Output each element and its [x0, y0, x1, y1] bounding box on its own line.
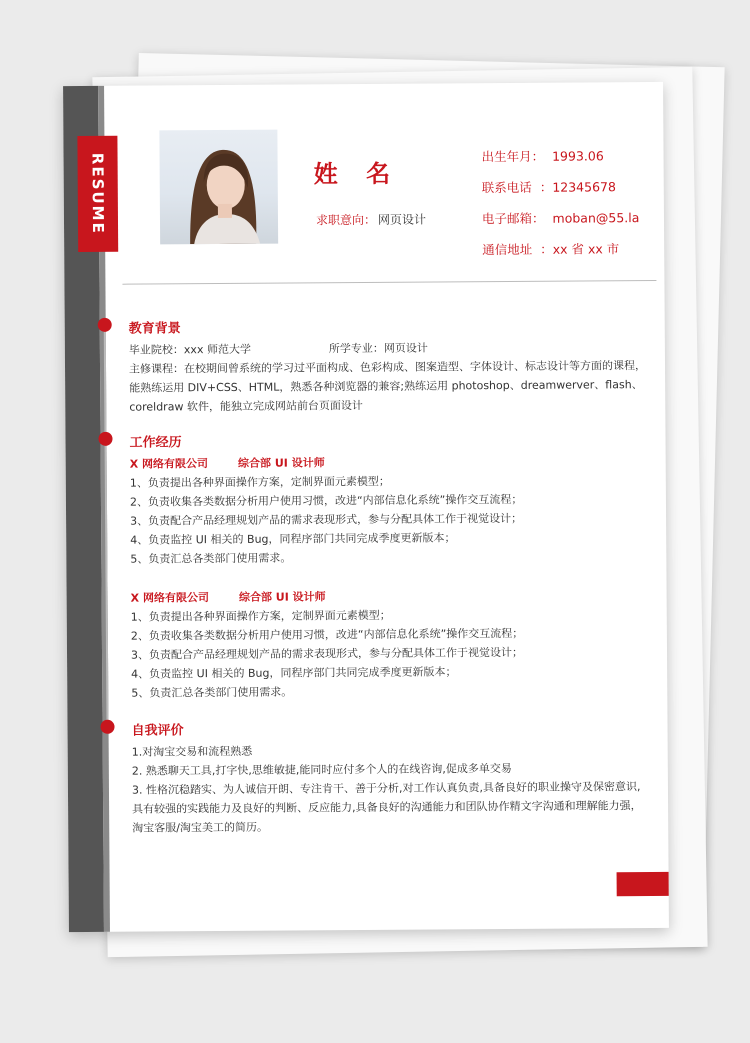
education-major: 所学专业：网页设计 [328, 341, 428, 356]
self-eval-section [131, 716, 652, 838]
education-section [129, 314, 650, 417]
info-row-address [482, 233, 640, 265]
job-company: X 网络有限公司 [130, 591, 209, 605]
info-row-email [482, 202, 640, 234]
job-intent-label: 求职意向： [315, 212, 377, 228]
self-eval-line: 具有较强的实践能力及良好的判断、反应能力,具备良好的沟通能力和团队协作精文字沟通和理解能力强， [132, 799, 642, 816]
corner-accent-block [617, 872, 669, 896]
job-dept: 综合部 UI 设计师 [238, 590, 326, 604]
header-divider [122, 280, 656, 285]
job-duty: 3、负责配合产品经理规划产品的需求表现形式，参与分配具体工作于视觉设计； [130, 645, 524, 662]
job-duty: 1、负责提出各种界面操作方案，定制界面元素模型； [130, 608, 391, 624]
info-value: ：xx 省 xx 市 [540, 241, 620, 257]
job-duty: 2、负责收集各类数据分析用户使用习惯，改进“内部信息化系统”操作交互流程； [130, 626, 524, 643]
info-value: 1993.06 [552, 148, 604, 164]
resume-tab [77, 136, 118, 252]
education-marker [98, 318, 112, 332]
info-value: moban@55.la [552, 210, 640, 226]
job-dept: 综合部 UI 设计师 [237, 456, 325, 470]
self-eval-line: 3. 性格沉稳踏实、为人诚信开朗、专注肯干、善于分析,对工作认真负责,具备良好的职业操守及保密意识, [131, 780, 641, 797]
job-duty: 2、负责收集各类数据分析用户使用习惯，改进“内部信息化系统”操作交互流程； [129, 492, 523, 509]
info-row-phone [482, 171, 640, 203]
job-duty: 5、负责汇总各类部门使用需求。 [131, 685, 293, 700]
resume-page [63, 82, 669, 932]
job-duty: 4、负责监控 UI 相关的 Bug，同程序部门共同完成季度更新版本； [131, 665, 457, 681]
self-eval-line: 1.对淘宝交易和流程熟悉 [131, 744, 253, 759]
resume-tab-label: RESUME [88, 152, 108, 235]
job-intent [316, 211, 426, 229]
job-company: X 网络有限公司 [129, 457, 209, 471]
education-line: 能熟练运用 DIV+CSS、HTML，熟悉各种浏览器的兼容;熟练运用 photoshop、dreamwerver、flash、 [129, 378, 643, 395]
self-eval-line: 2. 熟悉聊天工具,打字快,思维敏捷,能同时应付多个人的在线咨询,促成多单交易 [131, 761, 512, 778]
info-row-birth [481, 140, 639, 172]
education-school: 毕业院校：xxx 师范大学 [128, 342, 251, 357]
self-eval-title: 自我评价 [131, 723, 184, 739]
contact-info [481, 140, 639, 265]
info-label: 联系电话 [481, 179, 532, 196]
education-line: coreldraw 软件，能独立完成网站前台页面设计 [129, 399, 363, 414]
candidate-name: 姓 名 [313, 159, 401, 189]
job-duty: 1、负责提出各种界面操作方案，定制界面元素模型； [129, 474, 390, 490]
info-label: 通信地址 [482, 241, 533, 258]
info-label: 出生年月： [481, 148, 545, 165]
profile-photo [159, 130, 278, 245]
info-value: ：12345678 [539, 179, 616, 195]
work-marker [98, 432, 112, 446]
education-title: 教育背景 [128, 321, 181, 337]
job-duty: 4、负责监控 UI 相关的 Bug，同程序部门共同完成季度更新版本； [130, 531, 456, 547]
job-duty: 5、负责汇总各类部门使用需求。 [130, 551, 292, 566]
education-school-row [129, 337, 649, 360]
job-duty: 3、负责配合产品经理规划产品的需求表现形式，参与分配具体工作于视觉设计； [130, 511, 523, 528]
self-eval-line: 淘宝客服/淘宝美工的简历。 [132, 820, 268, 835]
work-title: 工作经历 [129, 435, 182, 451]
job-entry [130, 451, 651, 569]
info-label: 电子邮箱： [481, 210, 545, 227]
education-line: 主修课程：在校期间曾系统的学习过平面构成、色彩构成、图案造型、字体设计、标志设计等方面的课程， [128, 359, 647, 376]
job-entry [131, 585, 652, 703]
self-eval-marker [100, 720, 114, 734]
work-section [129, 428, 651, 703]
job-intent-value: 网页设计 [377, 212, 427, 227]
